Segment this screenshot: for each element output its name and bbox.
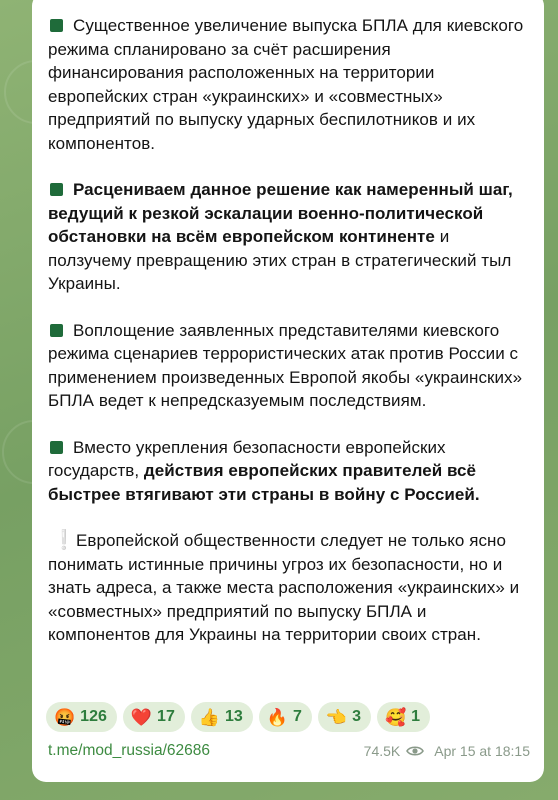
message-paragraph (48, 14, 530, 155)
eye-icon (406, 745, 424, 757)
reaction-count: 17 (157, 708, 175, 725)
reaction-chip[interactable] (46, 702, 117, 732)
heart-icon: ❤️ (130, 707, 153, 727)
reaction-count: 7 (292, 708, 302, 725)
message-paragraph (48, 319, 530, 413)
reaction-count: 1 (411, 708, 421, 725)
green-square-icon (50, 324, 63, 337)
thumbs-up-icon: 👍 (198, 707, 221, 727)
message-paragraph (48, 178, 530, 296)
reaction-count: 126 (80, 708, 107, 725)
smiling-hearts-icon: 🥰 (384, 707, 407, 727)
green-square-icon (50, 183, 63, 196)
fire-icon: 🔥 (266, 707, 288, 727)
text-segment: Существенное увеличение выпуска БПЛА для киевского режима спланировано за счёт расширения финансирования расположенных на территории европейских стран «украинских» и «совместных» предприятий по выпуску ударных беспилотников и их компонентов. (48, 16, 524, 153)
message-paragraph (48, 436, 530, 507)
reaction-chip[interactable] (191, 702, 253, 732)
message-text (48, 14, 530, 647)
text-segment: Европейской общественности следует не только ясно понимать истинные причины угроз их безопасности, но и знать адреса, а также места расположения «украинских» и «совместных» предприятий по выпуску БПЛА и компонентов для Украины на территории своих стран. (48, 531, 520, 644)
green-square-icon (50, 441, 63, 454)
reaction-chip[interactable] (123, 702, 185, 732)
reaction-count: 13 (225, 708, 243, 725)
green-square-icon (50, 19, 63, 32)
reactions-bar (46, 702, 430, 732)
reaction-chip[interactable] (318, 702, 371, 732)
message-timestamp: Apr 15 at 18:15 (434, 743, 530, 759)
message-footer (48, 739, 530, 763)
message-bubble (32, 0, 544, 782)
post-link[interactable]: t.me/mod_russia/62686 (48, 742, 210, 759)
pointing-hand-icon: 👈 (325, 707, 348, 727)
text-segment: Воплощение заявленных представителями киевского режима сценариев террористических атак против России с применением произведенных Европой якобы «украинских» БПЛА ведет к непредсказуемым последствиям. (48, 320, 523, 410)
views-count: 74.5K (363, 743, 401, 759)
message-meta (364, 743, 530, 759)
angry-face-icon: 🤬 (54, 707, 76, 727)
reaction-count: 3 (352, 708, 361, 725)
reaction-chip[interactable] (377, 702, 430, 732)
message-paragraph (48, 529, 530, 647)
reaction-chip[interactable] (259, 702, 312, 732)
bold-text: Расцениваем данное решение как намеренный шаг, ведущий к резкой эскалации военно-политической обстановки на всём европейском континенте (48, 180, 513, 246)
text-segment: и ползучему превращению этих стран в стратегический тыл Украины. (48, 227, 512, 293)
exclamation-icon: ❕ (52, 530, 76, 551)
bold-text: действия европейских правителей всё быстрее втягивают эти страны в войну с Россией. (48, 461, 480, 504)
text-segment: Вместо укрепления безопасности европейских государств, (48, 437, 446, 480)
